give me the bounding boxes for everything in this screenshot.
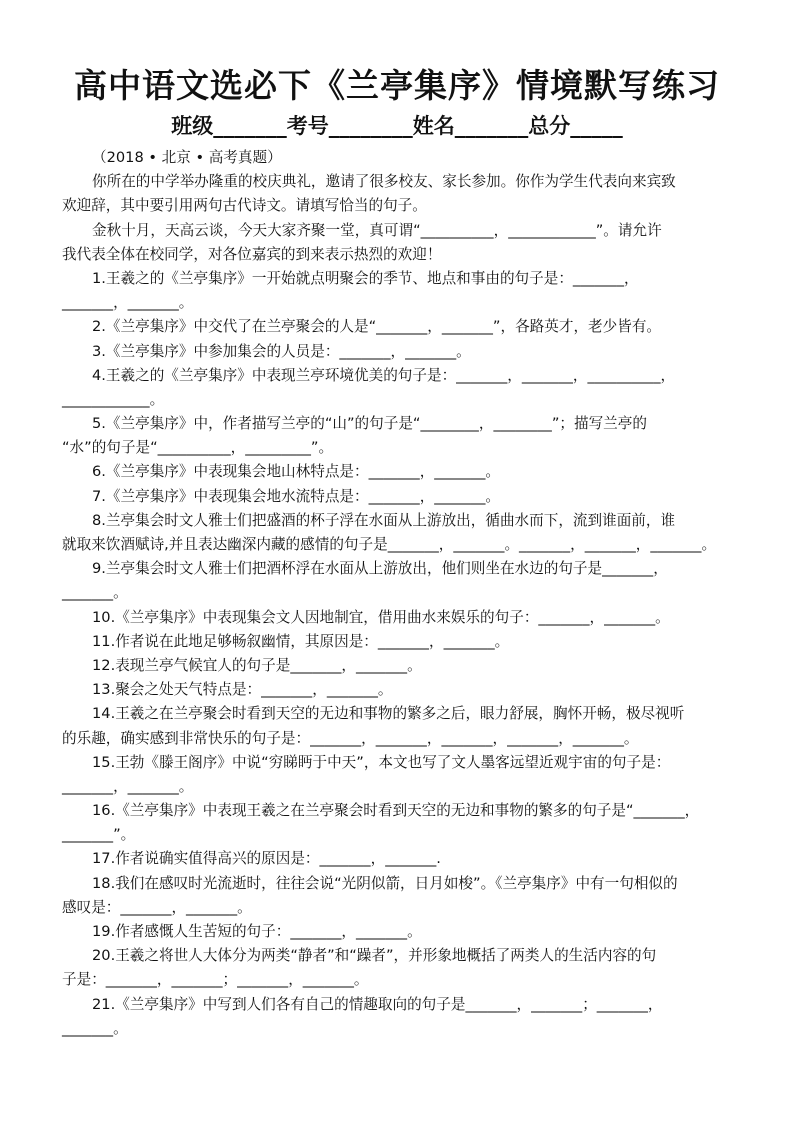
- text-line: 欢迎辞，其中要引用两句古代诗文。请填写恰当的句子。: [62, 197, 427, 215]
- text-line: 3.《兰亭集序》中参加集会的人员是：_______，_______。: [92, 342, 471, 360]
- text-line: _______。: [62, 584, 128, 602]
- student-info-line: 班级_______考号________姓名_______总分_____: [171, 114, 623, 138]
- text-line: 就取来饮酒赋诗,并且表达幽深内藏的感情的句子是_______，_______。_______，_______，_______。: [62, 536, 717, 553]
- text-line: _______。: [62, 1019, 128, 1037]
- text-line: ____________。: [62, 390, 165, 408]
- text-line: _______”。: [62, 826, 136, 844]
- text-line: 12.表现兰亭气候宜人的句子是_______，_______。: [92, 656, 422, 674]
- text-line: 21.《兰亭集序》中写到人们各有自己的情趣取向的句子是_______，_______；_______，: [92, 995, 663, 1013]
- text-line: “水”的句子是“__________，_________”。: [62, 439, 334, 457]
- text-line: 16.《兰亭集序》中表现王羲之在兰亭聚会时看到天空的无边和事物的繁多的句子是“_______，: [92, 802, 700, 820]
- text-line: 9.兰亭集会时文人雅士们把酒杯浮在水面从上游放出，他们则坐在水边的句子是_______，: [92, 560, 668, 578]
- text-line: 感叹是：_______，_______。: [62, 898, 252, 916]
- text-line: 1.王羲之的《兰亭集序》一开始就点明聚会的季节、地点和事由的句子是：_______，: [92, 269, 639, 287]
- text-line: 2.《兰亭集序》中交代了在兰亭聚会的人是“_______，_______”，各路英才，老少皆有。: [92, 318, 662, 336]
- text-line: 11.作者说在此地足够畅叙幽情，其原因是：_______，_______。: [92, 632, 510, 650]
- text-line: 13.聚会之处天气特点是：_______，_______。: [92, 681, 393, 699]
- text-line: 18.我们在感叹时光流逝时，往往会说“光阴似箭，日月如梭”。《兰亭集序》中有一句相似的: [92, 874, 678, 892]
- text-line: 金秋十月，天高云谈，今天大家齐聚一堂，真可谓“__________，____________”。请允许: [92, 221, 662, 239]
- text-line: 15.王勃《滕王阁序》中说“穷睇眄于中天”，本文也写了文人墨客远望近观宇宙的句子是：: [92, 753, 671, 771]
- text-line: （2018 • 北京 • 高考真题）: [92, 149, 282, 166]
- text-line: 17.作者说确实值得高兴的原因是：_______，_______.: [92, 850, 441, 868]
- text-line: 你所在的中学举办隆重的校庆典礼，邀请了很多校友、家长参加。你作为学生代表向来宾致: [92, 173, 676, 191]
- text-line: 19.作者感慨人生苦短的句子：_______，_______。: [92, 923, 422, 940]
- text-line: 4.王羲之的《兰亭集序》中表现兰亭环境优美的句子是：_______，_______，__________，: [92, 366, 676, 384]
- exercise-body: [62, 146, 734, 1041]
- text-line: 14.王羲之在兰亭聚会时看到天空的无边和事物的繁多之后，眼力舒展，胸怀开畅，极尽视听: [92, 705, 685, 723]
- text-line: 10.《兰亭集序》中表现集会文人因地制宜，借用曲水来娱乐的句子：_______，_______。: [92, 608, 670, 626]
- text-line: _______，_______。: [62, 294, 194, 312]
- text-line: 8.兰亭集会时文人雅士们把盛酒的杯子浮在水面从上游放出，循曲水而下，流到谁面前，谁: [92, 511, 676, 529]
- text-line: _______，_______。: [62, 777, 194, 795]
- text-line: 子是：_______，_______；_______，_______。: [62, 971, 369, 989]
- text-line: 6.《兰亭集序》中表现集会地山林特点是：_______，_______。: [92, 463, 500, 481]
- page-title: 高中语文选必下《兰亭集序》情境默写练习: [74, 66, 720, 105]
- text-line: 7.《兰亭集序》中表现集会地水流特点是：_______，_______。: [92, 487, 500, 505]
- text-line: 我代表全体在校同学，对各位嘉宾的到来表示热烈的欢迎！: [62, 245, 442, 263]
- text-line: 5.《兰亭集序》中，作者描写兰亭的“山”的句子是“________，________”；描写兰亭的: [92, 415, 647, 433]
- text-line: 20.王羲之将世人大体分为两类“静者”和“躁者”，并形象地概括了两类人的生活内容的句: [92, 947, 657, 965]
- text-line: 的乐趣，确实感到非常快乐的句子是：_______，_______，_______，_______，_______。: [62, 729, 639, 747]
